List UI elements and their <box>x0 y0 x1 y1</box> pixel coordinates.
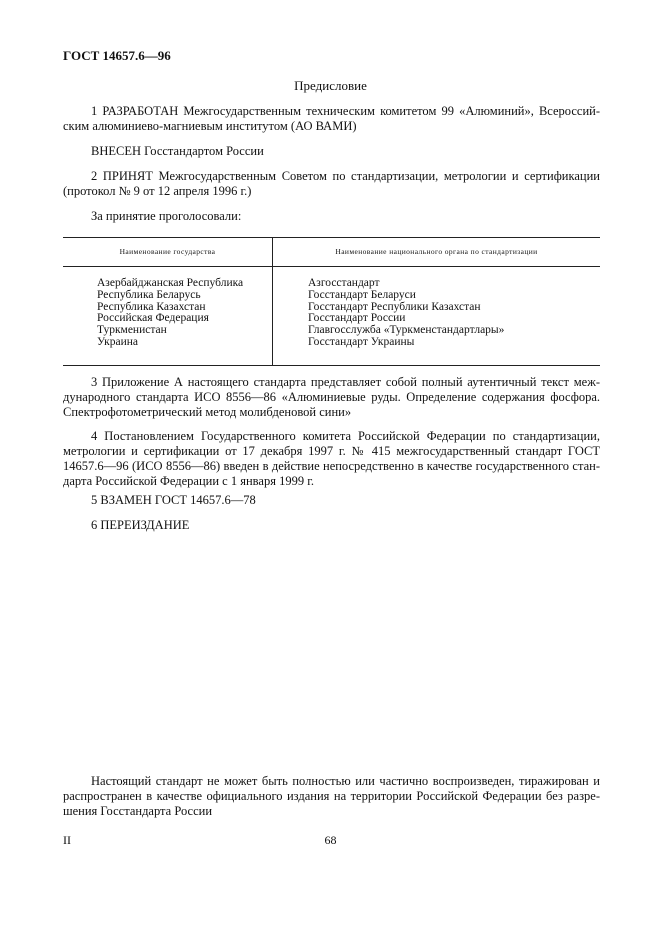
table-cell-body: Азгосстандарт <box>308 277 380 289</box>
table-column-bodies <box>308 278 598 349</box>
paragraph-introduced: ВНЕСЕН Госстандартом России <box>91 144 264 158</box>
copyright-note: Настоящий стандарт не может быть полностью или частично воспроизведен, тиражирован и распространен в качестве официального издания на территории Российской Федерации без разре-шения Госстандарта России <box>63 774 600 818</box>
table-cell-body: Госстандарт Республики Казахстан <box>308 300 481 313</box>
table-cell-state: Туркменистан <box>97 324 167 337</box>
page-roman-numeral: II <box>63 833 71 847</box>
table-header-body: Наименование национального органа по стандартизации <box>335 247 538 256</box>
standard-code: ГОСТ 14657.6—96 <box>63 48 171 63</box>
paragraph-replaces: 5 ВЗАМЕН ГОСТ 14657.6—78 <box>91 493 256 507</box>
table-cell-body: Госстандарт Беларуси <box>308 288 416 301</box>
table-cell-body: Госстандарт Украины <box>308 335 415 348</box>
paragraph-reissue: 6 ПЕРЕИЗДАНИЕ <box>91 518 190 532</box>
table-header-state: Наименование государства <box>119 247 216 256</box>
table-header <box>63 238 600 267</box>
paragraph-adopted: 2 ПРИНЯТ Межгосударственным Советом по стандартизации, метрологии и сертификации (протокол № 9 от 12 апреля 1996 г.) <box>63 169 600 198</box>
page-number: 68 <box>324 833 337 847</box>
table-cell-state: Украина <box>97 335 138 348</box>
paragraph-annex: 3 Приложение А настоящего стандарта представляет собой полный аутентичный текст меж-дународного стандарта ИСО 8556—86 «Алюминиевые руды. Определение содержания фосфора. Спектрофотометрический метод молибденовой сини» <box>63 375 600 419</box>
table-cell-state: Республика Казахстан <box>97 300 206 313</box>
voting-table <box>63 237 600 366</box>
paragraph-developed: 1 РАЗРАБОТАН Межгосударственным техническим комитетом 99 «Алюминий», Всероссий-ским алюминиево-магниевым институтом (АО ВАМИ) <box>63 104 600 133</box>
table-cell-state: Республика Беларусь <box>97 288 201 301</box>
table-cell-body: Госстандарт России <box>308 312 406 325</box>
table-column-states <box>97 278 267 349</box>
paragraph-resolution: 4 Постановлением Государственного комитета Российской Федерации по стандартизации, метрологии и сертификации от 17 декабря 1997 г. № 415 межгосударственный стандарт ГОСТ 14657.6—96 (ИСО 8556—86) введен в действие непосредственно в качестве государственного стан-дарта Российской Федерации с 1 января 1999 г. <box>63 429 600 488</box>
paragraph-voted: За принятие проголосовали: <box>91 209 242 223</box>
table-cell-state: Азербайджанская Республика <box>97 277 244 289</box>
table-cell-body: Главгосслужба «Туркменстандартлары» <box>308 324 505 337</box>
table-cell-state: Российская Федерация <box>97 312 209 325</box>
section-title: Предисловие <box>294 78 367 93</box>
